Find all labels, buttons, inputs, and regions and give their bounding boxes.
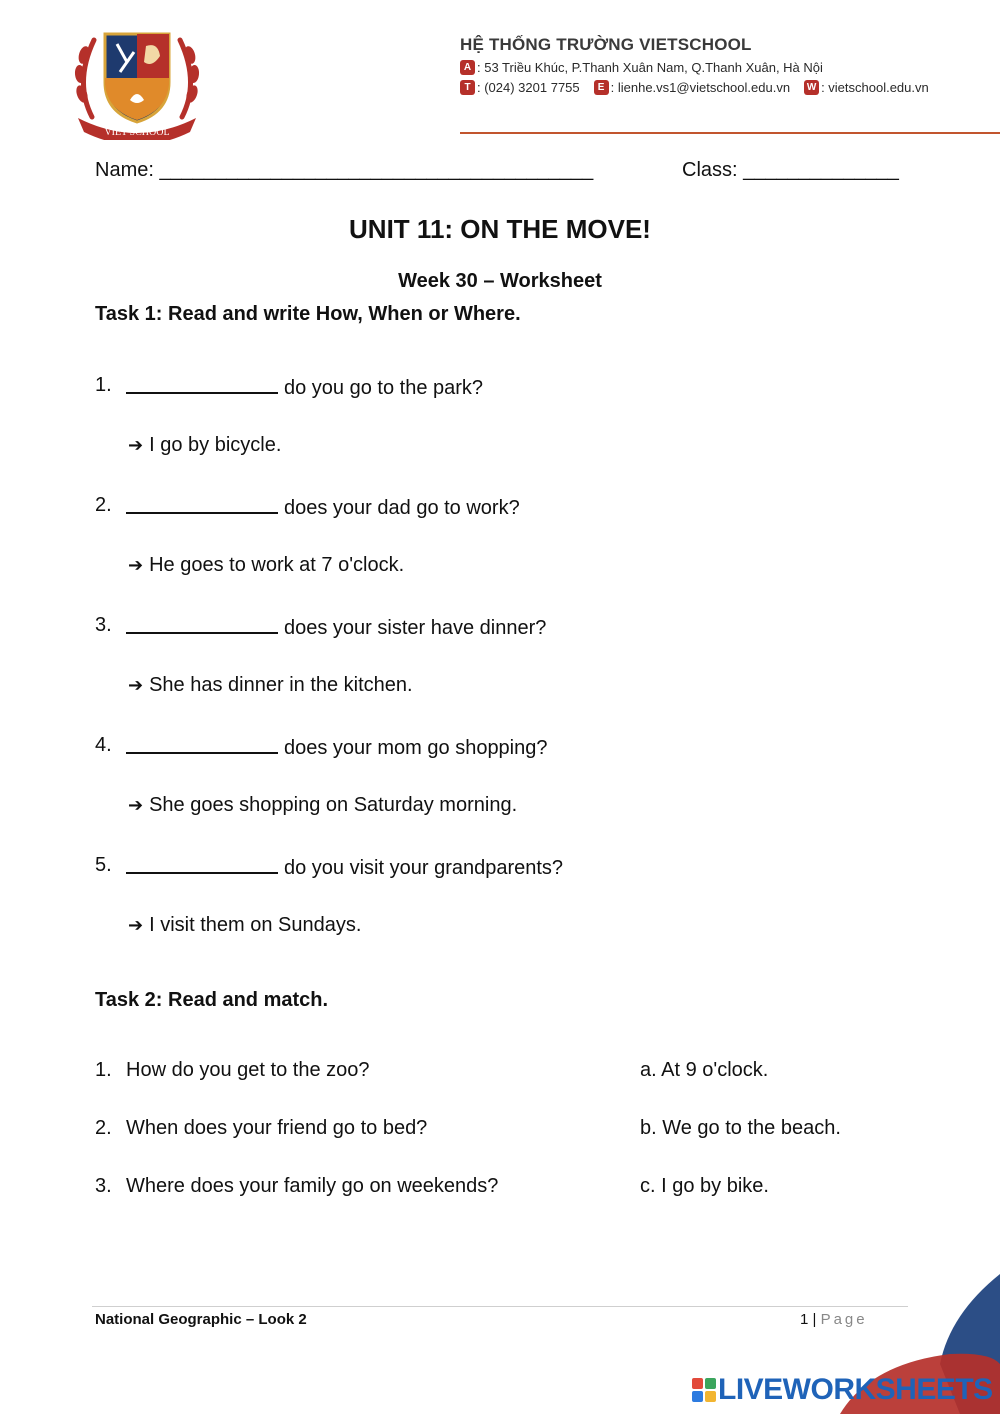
task1-question-number: 3. [95, 614, 112, 636]
task1-question [126, 374, 483, 400]
arrow-icon: ➔ [128, 795, 144, 816]
web-text: : vietschool.edu.vn [821, 80, 929, 95]
page-title: UNIT 11: ON THE MOVE! [349, 214, 651, 244]
task1-answer [128, 914, 361, 937]
task1-answer [128, 674, 413, 697]
match-right-item[interactable]: a. At 9 o'clock. [640, 1059, 769, 1081]
answer-blank[interactable] [126, 614, 278, 634]
name-field[interactable]: Name: _______________________________________ [95, 159, 594, 181]
contact-email [594, 80, 790, 95]
liveworksheets-text: LIVEWORKSHEETS [718, 1373, 993, 1406]
contact-web [804, 80, 929, 95]
task1-question-number: 1. [95, 374, 112, 396]
footer-divider [92, 1306, 908, 1307]
phone-icon: T [460, 80, 475, 95]
task1-question [126, 494, 520, 520]
task1-question-number: 5. [95, 854, 112, 876]
arrow-icon: ➔ [128, 675, 144, 696]
match-left-item[interactable]: When does your friend go to bed? [126, 1117, 428, 1139]
answer-text: I visit them on Sundays. [149, 914, 362, 936]
task1-question-number: 2. [95, 494, 112, 516]
page-separator: | [808, 1311, 821, 1328]
question-text: does your dad go to work? [284, 497, 520, 519]
page-label: Page [820, 1311, 868, 1328]
header-divider [460, 132, 1000, 134]
task1-question [126, 854, 563, 880]
footer-source: National Geographic – Look 2 [95, 1311, 307, 1328]
contact-address [460, 60, 823, 75]
phone-text: : (024) 3201 7755 [477, 80, 580, 95]
arrow-icon: ➔ [128, 915, 144, 936]
task1-question [126, 614, 546, 640]
match-left-number: 3. [95, 1175, 112, 1197]
match-right-item[interactable]: b. We go to the beach. [640, 1117, 841, 1139]
email-text: : lienhe.vs1@vietschool.edu.vn [610, 80, 791, 95]
match-left-number: 1. [95, 1059, 112, 1081]
email-icon: E [594, 80, 609, 95]
match-right-item[interactable]: c. I go by bike. [640, 1175, 769, 1197]
logo-text: VIET SCHOOL [104, 127, 170, 138]
arrow-icon: ➔ [128, 435, 144, 456]
task1-answer [128, 554, 404, 577]
match-left-number: 2. [95, 1117, 112, 1139]
arrow-icon: ➔ [128, 555, 144, 576]
answer-text: I go by bicycle. [149, 434, 282, 456]
task1-answer [128, 794, 517, 817]
task1-heading: Task 1: Read and write How, When or Where. [95, 303, 521, 325]
answer-text: She goes shopping on Saturday morning. [149, 794, 518, 816]
match-left-item[interactable]: How do you get to the zoo? [126, 1059, 370, 1081]
answer-blank[interactable] [126, 734, 278, 754]
liveworksheets-watermark [692, 1373, 993, 1407]
liveworksheets-icon [692, 1378, 716, 1402]
task1-answer [128, 434, 281, 457]
answer-blank[interactable] [126, 854, 278, 874]
contact-details [460, 80, 929, 95]
web-icon: W [804, 80, 819, 95]
question-text: do you visit your grandparents? [284, 857, 564, 879]
answer-blank[interactable] [126, 374, 278, 394]
question-text: does your mom go shopping? [284, 737, 548, 759]
task1-question-number: 4. [95, 734, 112, 756]
question-text: do you go to the park? [284, 377, 484, 399]
page-subtitle: Week 30 – Worksheet [398, 270, 602, 292]
answer-blank[interactable] [126, 494, 278, 514]
question-text: does your sister have dinner? [284, 617, 547, 639]
answer-text: He goes to work at 7 o'clock. [149, 554, 405, 576]
school-logo [72, 22, 202, 140]
match-left-item[interactable]: Where does your family go on weekends? [126, 1175, 499, 1197]
class-field[interactable]: Class: ______________ [682, 159, 899, 181]
address-icon: A [460, 60, 475, 75]
answer-text: She has dinner in the kitchen. [149, 674, 413, 696]
contact-phone [460, 80, 580, 95]
page-number-value: 1 [800, 1311, 809, 1328]
address-text: : 53 Triều Khúc, P.Thanh Xuân Nam, Q.Thanh Xuân, Hà Nội [477, 60, 823, 75]
task1-question [126, 734, 548, 760]
school-name: HỆ THỐNG TRƯỜNG VIETSCHOOL [460, 35, 752, 54]
task2-heading: Task 2: Read and match. [95, 989, 329, 1011]
